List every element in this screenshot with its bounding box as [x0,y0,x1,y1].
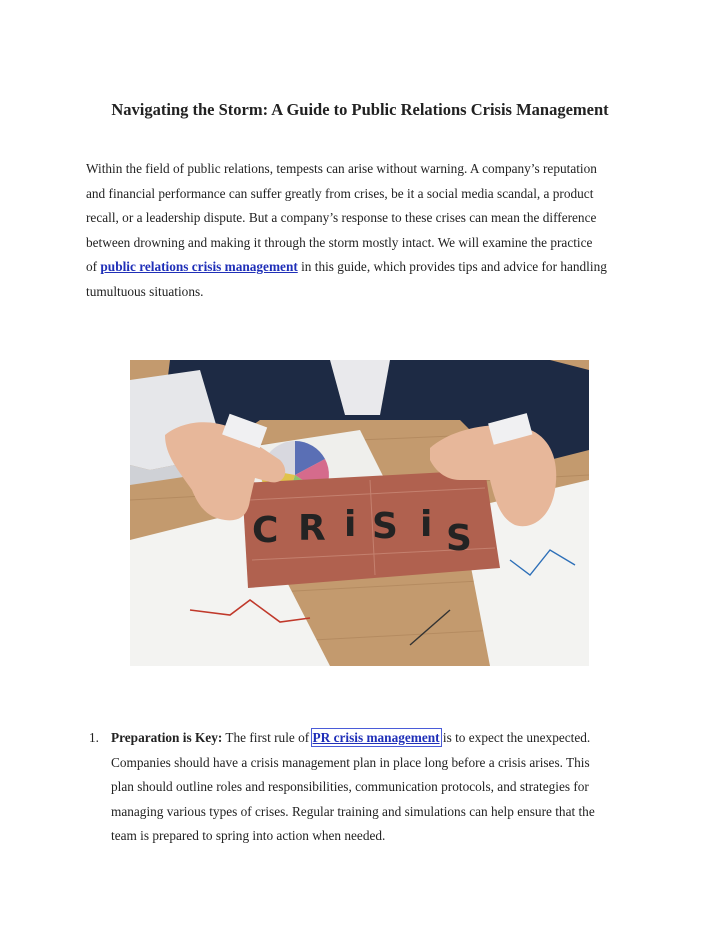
intro-paragraph [86,157,646,305]
intro-line: Within the field of public relations, tempests can arise without warning. A company’s reputation [86,161,597,176]
list-item-heading: Preparation is Key: [111,730,223,745]
crisis-letter: C [252,510,279,551]
crisis-letter: i [344,504,357,545]
crisis-letter: R [298,508,326,549]
intro-text: in this guide, which provides tips and advice for handling [297,259,607,275]
crisis-letter: S [372,506,398,547]
intro-line [86,255,646,280]
list-item-line: managing various types of crises. Regular training and simulations can help ensure that the [111,803,595,819]
list-item-line: plan should outline roles and responsibilities, communication protocols, and strategies for [111,779,589,795]
crisis-letter: i [420,504,433,545]
list-item-text: The first rule of [222,730,313,745]
pr-crisis-management-link-2[interactable]: PR crisis management [312,730,440,745]
crisis-letter: S [446,518,472,559]
list-item-number: 1. [89,730,99,745]
intro-line: tumultuous situations. [86,283,204,299]
intro-line: between drowning and making it through the storm mostly intact. We will examine the practice [86,234,593,250]
list-item-line [111,726,651,751]
crisis-photo-illustration [130,360,589,666]
document-title: Navigating the Storm: A Guide to Public Relations Crisis Management [111,100,609,119]
intro-text: of [86,259,101,275]
crisis-photo [130,360,589,666]
list-item-text: is to expect the unexpected. [439,730,591,745]
intro-line: recall, or a leadership dispute. But a company’s response to these crises can mean the difference [86,210,597,226]
intro-line: and financial performance can suffer greatly from crises, be it a social media scandal, a product [86,185,594,201]
list-item-line: team is prepared to spring into action when needed. [111,828,386,844]
list-item-body [111,726,651,849]
pr-crisis-management-link[interactable]: public relations crisis management [100,259,298,275]
list-item-line: Companies should have a crisis management plan in place long before a crisis arises. This [111,754,590,770]
